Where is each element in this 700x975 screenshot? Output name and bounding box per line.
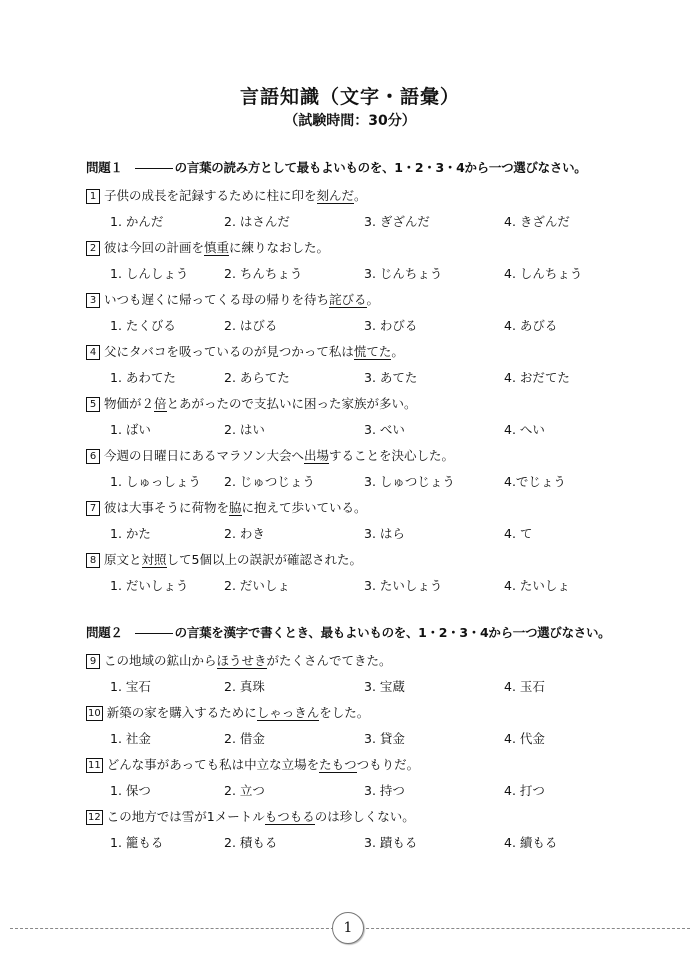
answer-option[interactable]: 1. あわてた [110,370,176,385]
answer-option[interactable]: 2. はさんだ [224,214,290,229]
answer-option[interactable]: 4.でじょう [504,474,566,489]
underlined-word: たもつ [319,757,357,772]
underlined-word: しゃっきん [256,705,320,720]
question-text: に抱えて歩いている。 [241,500,367,515]
question-number: 3 [86,293,100,308]
answer-option[interactable]: 3. じんちょう [364,266,443,281]
underlined-word: 慌てた [353,344,392,359]
answer-option[interactable]: 1. かた [110,526,151,541]
question-stem [86,755,686,774]
question-number: 12 [88,812,101,823]
question-text: 彼は今回の計画を [104,240,205,255]
answer-option[interactable]: 1. だいしょう [110,578,189,593]
underlined-word: 倍 [154,396,167,411]
answer-options [86,472,686,491]
answer-option[interactable]: 2. 立つ [224,783,265,798]
answer-option[interactable]: 3. たいしょう [364,578,443,593]
answer-options [86,264,686,283]
answer-option[interactable]: 2. じゅつじょう [224,474,315,489]
answer-option[interactable]: 1. しゅっしょう [110,474,201,489]
section-1-label: 問題１ [86,160,123,175]
page-title: 言語知識（文字・語彙） [239,86,460,108]
answer-option[interactable]: 2. だいしょ [224,578,290,593]
answer-options [86,677,686,696]
underlined-word: 脇 [229,500,242,515]
underlined-word: 出場 [304,448,330,463]
underlined-word: もつもる [264,809,315,824]
answer-option[interactable]: 2. あらてた [224,370,290,385]
section-1-questions [86,186,686,595]
answer-option[interactable]: 1. 宝石 [110,679,151,694]
answer-option[interactable]: 1. たくびる [110,318,176,333]
answer-option[interactable]: 3. はら [364,526,405,541]
answer-options [86,781,686,800]
answer-option[interactable]: 4. しんちょう [504,266,583,281]
answer-option[interactable]: 2. 積もる [224,835,278,850]
answer-options [86,316,686,335]
question-text: に練りなおした。 [229,240,330,255]
underlined-word: ほうせき [216,653,267,668]
answer-option[interactable]: 1. 保つ [110,783,151,798]
question-text: どんな事があっても私は中立な立場を [106,757,320,772]
question-text: 新築の家を購入するために [106,705,257,720]
answer-option[interactable]: 4. きざんだ [504,214,570,229]
question-text: とあがったので支払いに困った家族が多い。 [166,396,417,411]
answer-option[interactable]: 4. 打つ [504,783,545,798]
question-text: つもりだ。 [356,757,420,772]
answer-options [86,833,686,852]
answer-option[interactable]: 3. 持つ [364,783,405,798]
answer-option[interactable]: 4. 續もる [504,835,558,850]
answer-option[interactable]: 2. 真珠 [224,679,265,694]
question-text: この地方では雪が1メートル [106,809,265,824]
question-stem [86,342,686,361]
answer-option[interactable]: 4. 代金 [504,731,545,746]
question-number: 7 [86,501,100,516]
answer-option[interactable]: 3. あてた [364,370,418,385]
answer-option[interactable]: 2. はい [224,422,265,437]
question-stem [86,550,686,569]
question-text: 彼は大事そうに荷物を [104,500,230,515]
answer-options [86,420,686,439]
section-1-instruction [86,157,686,179]
answer-option[interactable]: 1. しんしょう [110,266,189,281]
underlined-word: 慎重 [204,240,230,255]
answer-option[interactable]: 2. わき [224,526,265,541]
answer-option[interactable]: 3. 宝蔵 [364,679,405,694]
question-number: 6 [86,449,100,464]
question-text: のは珍しくない。 [314,809,415,824]
question-number: 4 [86,345,100,360]
answer-option[interactable]: 3. しゅつじょう [364,474,455,489]
answer-option[interactable]: 3. わびる [364,318,418,333]
question-number: 11 [88,760,101,771]
section-2 [86,622,686,852]
question-number: 1 [86,189,100,204]
question-text: いつも遅くに帰ってくる母の帰りを待ち [104,292,330,307]
answer-option[interactable]: 3. ぎざんだ [364,214,430,229]
question-text: することを決心した。 [329,448,455,463]
question-stem [86,703,686,722]
answer-options [86,729,686,748]
question-stem [86,446,686,465]
answer-option[interactable]: 3. べい [364,422,405,437]
underlined-word: 詫びる [329,292,367,307]
question-stem [86,394,686,413]
question-stem [86,186,686,205]
blank-underline [135,168,173,169]
section-2-instruction [86,622,686,644]
question-stem [86,290,686,309]
answer-option[interactable]: 1. かんだ [110,214,164,229]
question-text: 子供の成長を記録するために柱に印を [104,188,317,203]
question-number: 8 [86,553,100,568]
question-stem [86,807,686,826]
question-number: 10 [88,708,101,719]
answer-option[interactable]: 4. たいしょ [504,578,570,593]
answer-options [86,212,686,231]
underlined-word: 対照 [141,552,167,567]
answer-option[interactable]: 3. 蹟もる [364,835,418,850]
section-2-instruction-text: の言葉を漢字で書くとき、最もよいものを、1・2・3・4から一つ選びなさい。 [174,625,611,640]
answer-option[interactable]: 3. 貸金 [364,731,405,746]
answer-option[interactable]: 1. ばい [110,422,151,437]
question-text: 物価が２ [104,396,155,411]
answer-option[interactable]: 1. 社金 [110,731,151,746]
question-text: この地域の鉱山から [104,653,217,668]
question-text: して5個以上の誤訳が確認された。 [166,552,362,567]
question-text: をした。 [319,705,370,720]
question-stem [86,651,686,670]
answer-option[interactable]: 1. 籠もる [110,835,164,850]
question-number: 9 [86,654,100,669]
exam-duration: （試験時間：30分） [284,113,416,129]
page-number: 1 [332,912,364,944]
answer-option[interactable]: 4. あびる [504,318,558,333]
answer-option[interactable]: 4. おだてた [504,370,570,385]
answer-option[interactable]: 4. 玉石 [504,679,545,694]
answer-option[interactable]: 2. 借金 [224,731,265,746]
question-text: 原文と [104,552,142,567]
question-number: 5 [86,397,100,412]
section-1-instruction-text: の言葉の読み方として最もよいものを、1・2・3・4から一つ選びなさい。 [174,160,587,175]
question-stem [86,498,686,517]
question-stem [86,238,686,257]
question-text: 。 [366,292,380,307]
answer-options [86,576,686,595]
section-2-label: 問題２ [86,625,123,640]
answer-option[interactable]: 2. はびる [224,318,278,333]
question-text: がたくさんでてきた。 [266,653,392,668]
question-text: 。 [391,344,404,359]
answer-option[interactable]: 2. ちんちょう [224,266,303,281]
answer-options [86,368,686,387]
section-1 [86,157,686,595]
answer-options [86,524,686,543]
blank-underline [135,633,173,634]
answer-option[interactable]: 4. て [504,526,533,541]
section-2-questions [86,651,686,852]
question-number: 2 [86,241,100,256]
underlined-word: 刻んだ [316,188,355,203]
question-text: 今週の日曜日にあるマラソン大会へ [104,448,305,463]
question-text: 父にタバコを吸っているのが見つかって私は [104,344,354,359]
answer-option[interactable]: 4. へい [504,422,545,437]
question-text: 。 [354,188,367,203]
